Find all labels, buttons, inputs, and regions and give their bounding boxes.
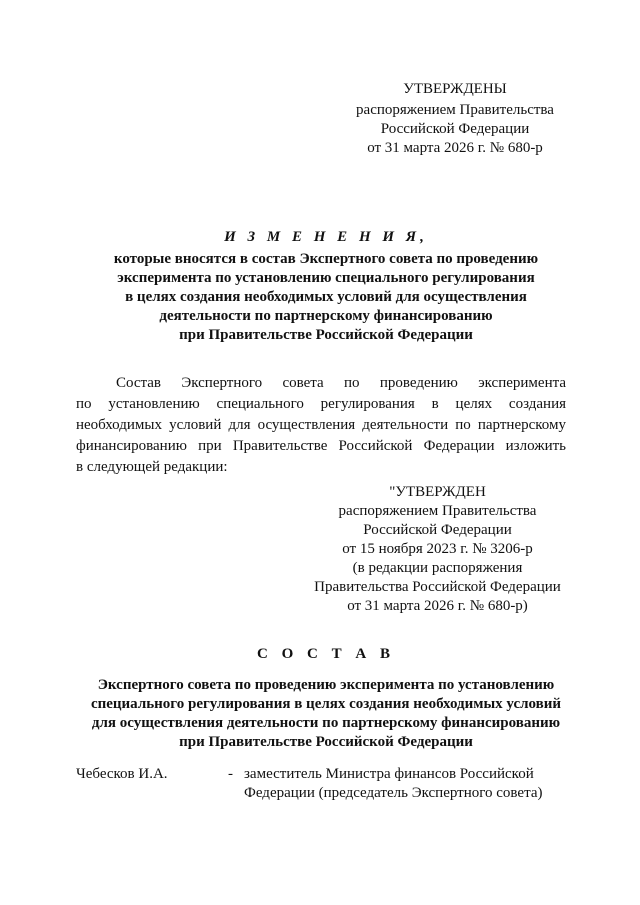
composition-line: для осуществления деятельности по партнерскому финансированию [91,715,561,731]
title-line: в целях создания необходимых условий для осуществления [125,289,527,305]
title-line: при Правительстве Российской Федерации [179,327,473,343]
member-role [244,765,566,803]
approval-line: от 31 марта 2026 г. № 680-р) [347,598,528,614]
approval-line: Российской Федерации [380,121,530,137]
approval-line: Правительства Российской Федерации [314,579,561,595]
composition-line: Экспертного совета по проведению эксперимента по установлению [97,677,555,693]
title-line: которые вносятся в состав Экспертного совета по проведению [113,251,539,267]
intro-paragraph [76,373,566,478]
approval-line: распоряжением Правительства [338,503,537,519]
member-role-line: Федерации (председатель Экспертного совета) [244,785,543,801]
approval-line: от 15 ноября 2023 г. № 3206-р [342,541,533,557]
approval-line: (в редакции распоряжения [352,560,523,576]
paragraph-line: по установлению специального регулирования в целях создания [76,396,566,412]
composition-heading: С О С Т А В [257,646,395,662]
approval-line: распоряжением Правительства [356,102,554,118]
document-title [60,228,592,345]
composition-title [60,645,592,752]
paragraph-line: необходимых условий для осуществления деятельности по партнерскому [76,417,566,433]
paragraph-line: Состав Экспертного совета по проведению эксперимента [116,375,566,391]
composition-line: при Правительстве Российской Федерации [179,734,473,750]
approval-stamp-top [340,80,570,158]
approval-heading: "УТВЕРЖДЕН [389,484,486,500]
member-role-line: заместитель Министра финансов Российской [244,766,534,782]
title-heading: И З М Е Н Е Н И Я, [224,229,428,245]
paragraph-line: финансированию при Правительстве Российской Федерации изложить [76,438,566,454]
approval-stamp-inner [310,483,565,616]
approval-line: Российской Федерации [363,522,512,538]
member-dash: - [228,766,233,782]
paragraph-line: в следующей редакции: [76,459,228,475]
approval-heading: УТВЕРЖДЕНЫ [403,81,507,97]
title-line: деятельности по партнерскому финансированию [159,308,493,324]
composition-line: специального регулирования в целях создания необходимых условий [90,696,562,712]
member-name: Чебесков И.А. [76,766,168,782]
approval-line: от 31 марта 2026 г. № 680-р [367,140,543,156]
title-line: эксперимента по установлению специального регулирования [117,270,535,286]
